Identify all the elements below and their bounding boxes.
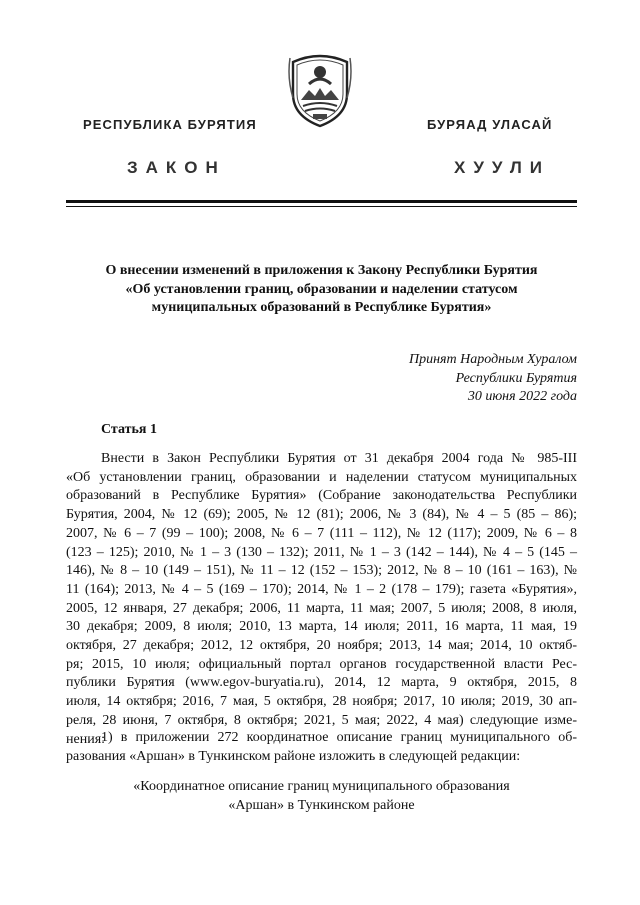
item-line: разования «Аршан» в Тункинском районе изложить в следующей редакции: [66,748,521,764]
paragraph-line: июля, 14 октября; 2016, 7 мая, 5 октября, 28 ноября; 2017, 10 июля; 2019, 30 ап- [66,694,577,710]
adoption-note [409,351,577,407]
law-title-line: «Об установлении границ, образовании и наделении статусом [125,281,518,297]
header-law-word-ru: ЗАКОН [127,158,226,177]
item-line: 1) в приложении 272 координатное описание границ муниципального об- [101,730,577,745]
paragraph-line: образований в Республике Бурятия» (Собрание законодательства Республики [66,488,577,504]
paragraph-line: (123 – 125); 2010, № 1 – 3 (130 – 132); 2011, № 1 – 3 (142 – 144), № 4 – 5 (145 – [66,544,577,560]
paragraph-line: нения: [66,731,106,747]
header-divider-thin [66,206,577,207]
caption-line: «Аршан» в Тункинском районе [228,797,415,813]
law-title-line: муниципальных образований в Республике Бурятия» [151,300,492,315]
paragraph-line: 30 декабря; 2009, 8 июля; 2010, 13 марта, 14 июля; 2011, 16 марта, 11 мая, 19 [66,619,577,635]
paragraph-line: октября, 27 декабря; 2012, 12 октября, 20 ноября; 2013, 14 мая; 2014, 10 октяб- [66,638,577,654]
coat-of-arms-emblem [287,48,353,128]
law-title-line: О внесении изменений в приложения к Закону Республики Бурятия [105,263,538,278]
adoption-line: Республики Бурятия [455,370,577,386]
header-divider-thick [66,200,577,203]
paragraph-line: 2005, 12 января, 27 декабря; 2006, 11 марта, 11 мая; 2007, 5 июля; 2008, 8 июля, [66,600,577,616]
article-paragraph [66,450,577,749]
appendix-caption [66,778,577,815]
header-republic-name-bua: БУРЯАД УЛАСАЙ [427,117,553,132]
header-republic-name-ru: РЕСПУБЛИКА БУРЯТИЯ [83,117,257,132]
paragraph-line: 146), № 8 – 10 (149 – 151), № 11 – 12 (152 – 153); 2012, № 8 – 10 (161 – 163), № [66,563,577,579]
paragraph-line: реля, 28 июня, 7 октября, 8 октября; 2021, 5 мая; 2022, 4 мая) следующие изме- [66,712,577,728]
paragraph-line: «Об установлении границ, образовании и наделении статусом муниципальных [66,469,577,485]
paragraph-line: Внести в Закон Республики Бурятия от 31 декабря 2004 года № 985-III [101,451,577,466]
adoption-line: Принят Народным Хуралом [408,352,577,367]
caption-line: «Координатное описание границ муниципального образования [133,779,510,794]
header-law-word-bua: ХУУЛИ [454,158,550,177]
adoption-date: 30 июня 2022 года [467,389,577,404]
paragraph-line: публики Бурятия (www.egov-buryatia.ru), 2014, 12 марта, 9 октября, 2015, 8 [66,675,577,691]
article-heading: Статья 1 [101,422,157,437]
article-item-1 [66,729,577,766]
paragraph-line: Бурятия, 2004, № 12 (69); 2005, № 12 (81); 2006, № 3 (84), № 4 – 5 (85 – 86); [66,507,577,523]
law-title [66,262,577,318]
paragraph-line: 11 (164); 2013, № 4 – 5 (169 – 170); 2014, № 1 – 2 (178 – 179); газета «Бурятия», [66,581,577,597]
paragraph-line: ря; 2015, 10 июля; официальный портал органов государственной власти Рес- [66,656,577,672]
paragraph-line: 2007, № 6 – 7 (99 – 100); 2008, № 6 – 7 (111 – 112), № 12 (117); 2009, № 6 – 8 [66,525,577,541]
